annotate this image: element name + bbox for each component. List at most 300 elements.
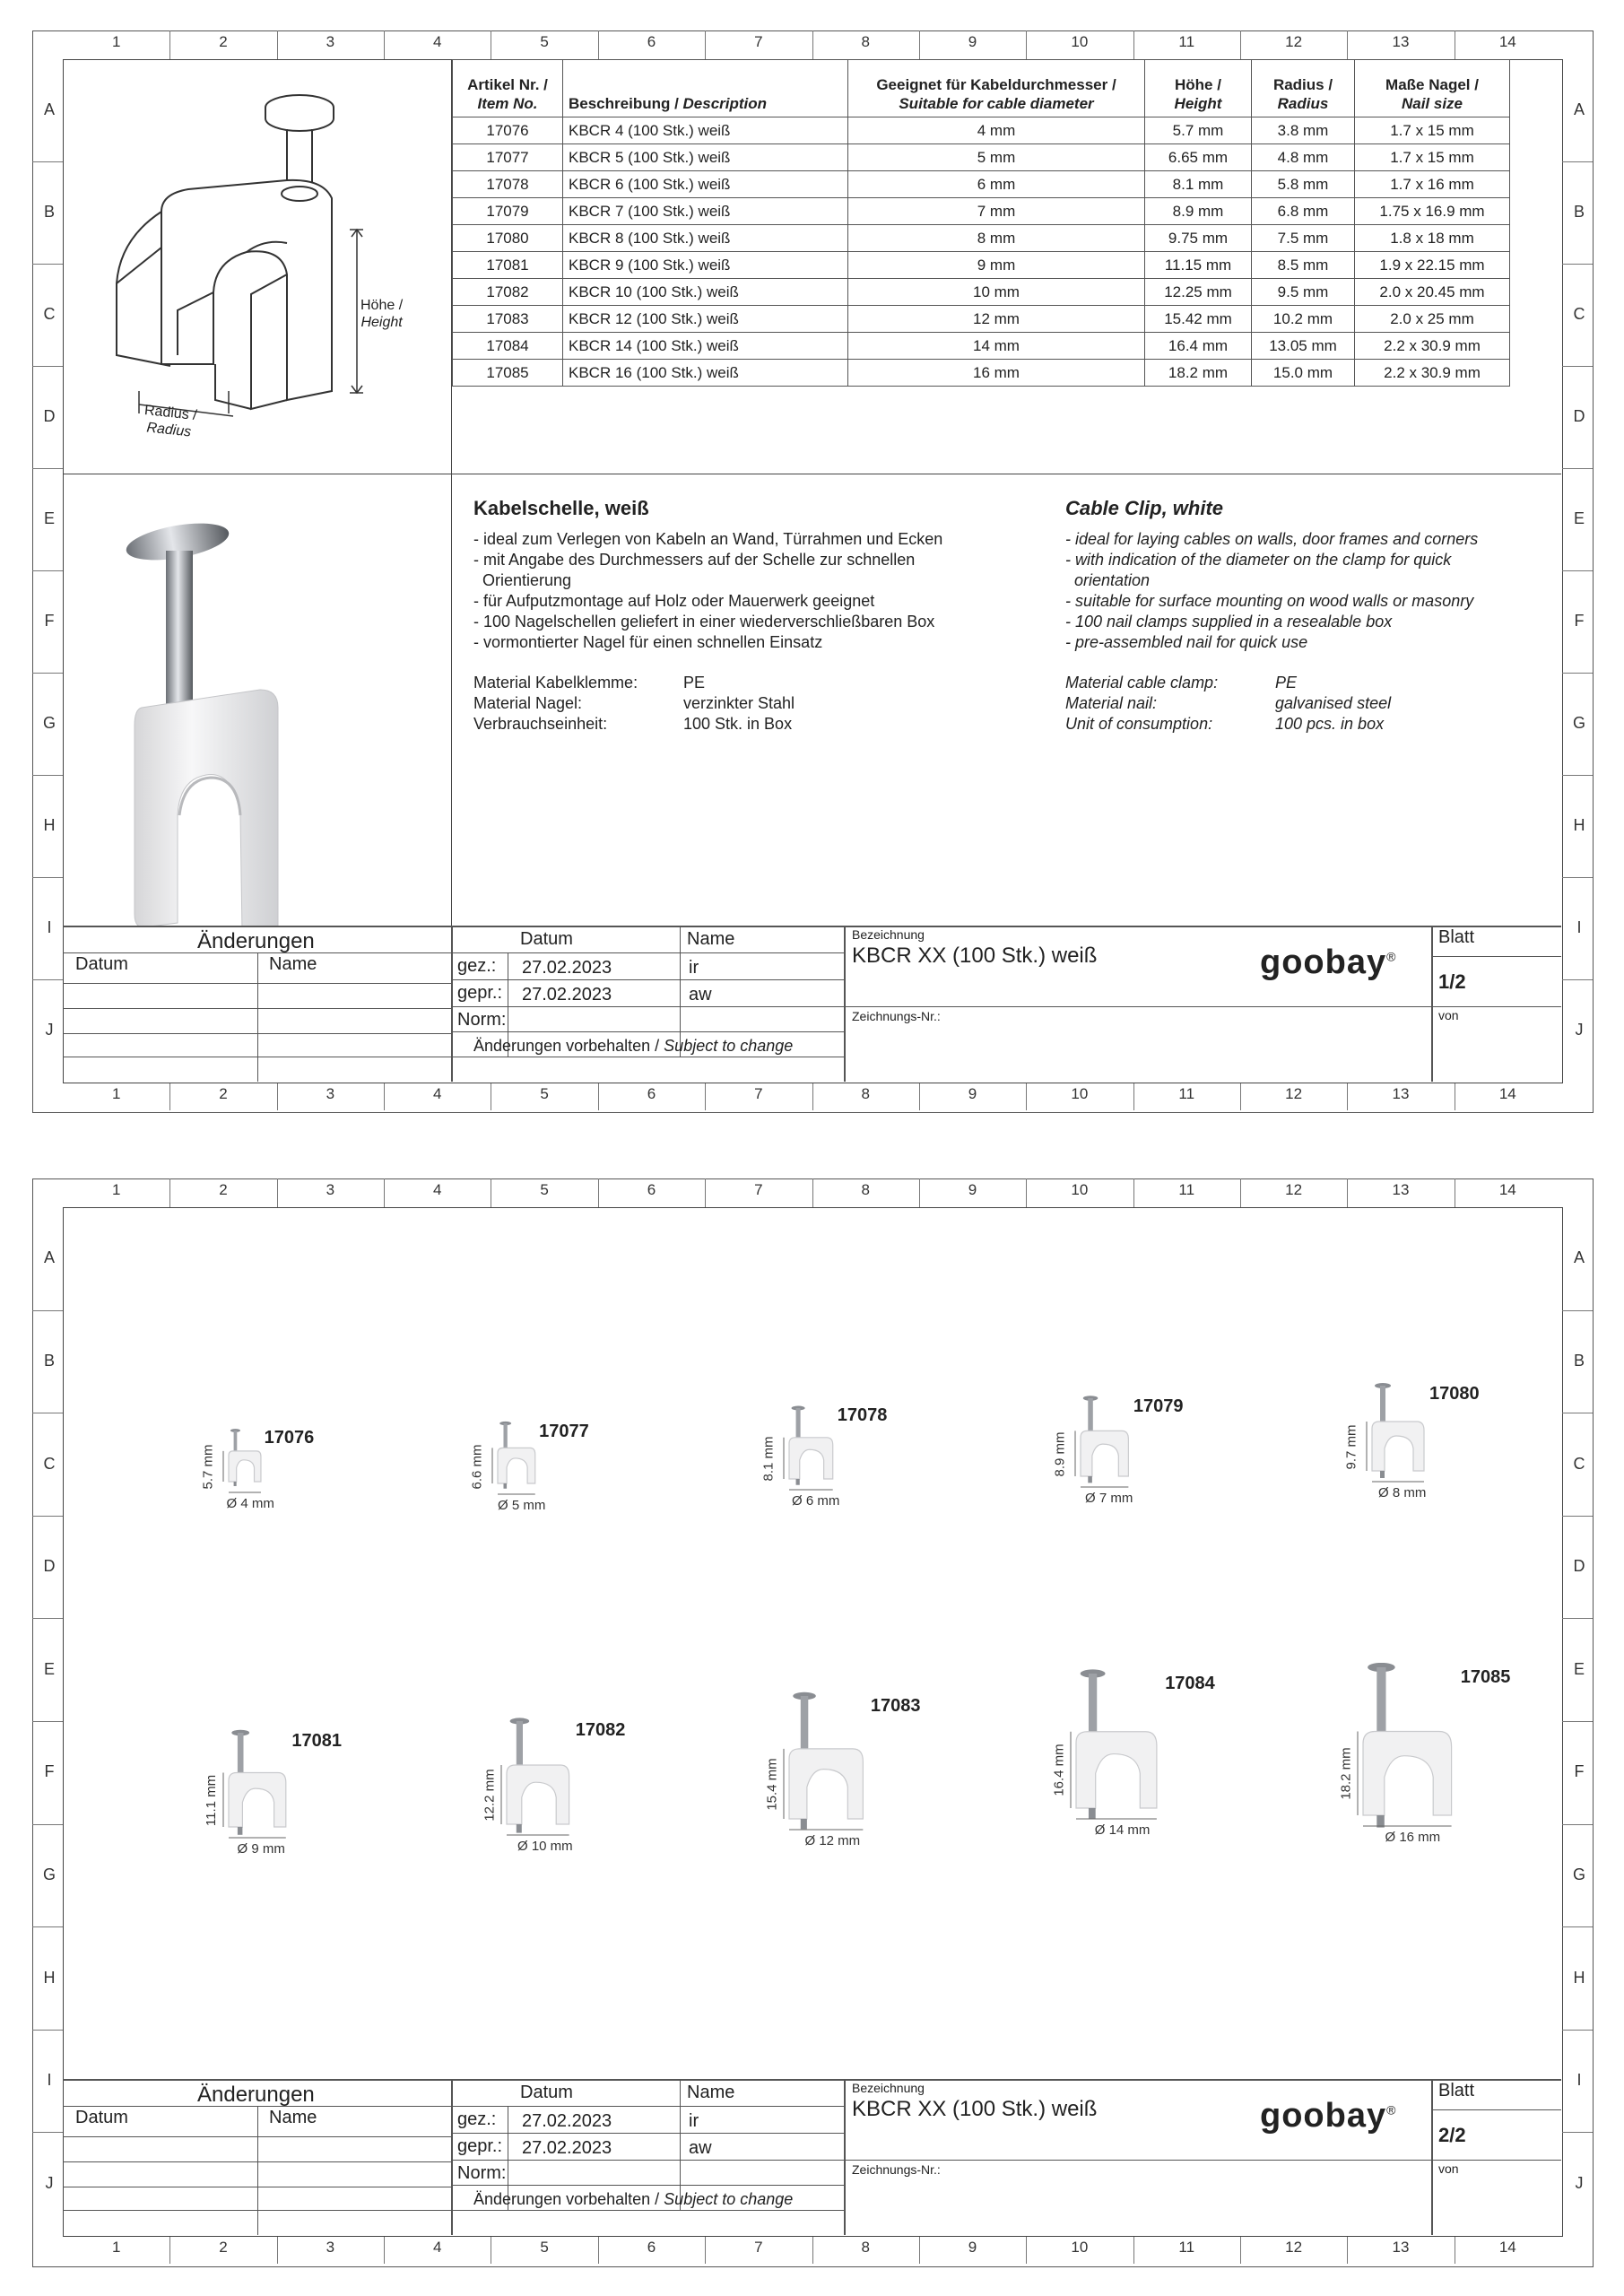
row-marker: J bbox=[1575, 1021, 1584, 1039]
row-tick bbox=[1562, 366, 1593, 367]
column-marker: 12 bbox=[1285, 1085, 1303, 1102]
row-marker: G bbox=[1572, 1865, 1585, 1883]
brand-name: goobay bbox=[1260, 944, 1387, 981]
row-marker: D bbox=[1573, 407, 1585, 425]
column-marker: 2 bbox=[219, 1181, 228, 1198]
cell-height: 11.15 mm bbox=[1145, 252, 1252, 279]
radius-label: Radius / Radius bbox=[143, 403, 198, 440]
clip-image bbox=[1318, 1381, 1498, 1570]
col-nail: Maße Nagel / Nail size bbox=[1355, 60, 1510, 117]
cell-item: 17076 bbox=[453, 117, 563, 144]
column-marker: 3 bbox=[326, 2239, 335, 2256]
nail-tip bbox=[1088, 1476, 1092, 1483]
nail-shaft bbox=[1376, 1667, 1385, 1736]
subject-to-change bbox=[473, 1037, 793, 1056]
column-marker: 5 bbox=[540, 2239, 549, 2256]
nail-shaft bbox=[801, 1696, 809, 1753]
cell-item: 17078 bbox=[453, 171, 563, 198]
spec-value: PE bbox=[1275, 674, 1298, 691]
spec-key: Material Nagel: bbox=[473, 694, 583, 712]
nail-shaft bbox=[1088, 1398, 1093, 1435]
title-block-line bbox=[451, 2210, 844, 2211]
column-marker: 9 bbox=[968, 2239, 977, 2256]
column-marker: 5 bbox=[540, 1085, 549, 1102]
column-tick bbox=[169, 1178, 170, 1207]
column-marker: 9 bbox=[968, 33, 977, 50]
column-tick bbox=[919, 1178, 920, 1207]
clip-item-number: 17079 bbox=[1133, 1396, 1184, 1417]
cell-radius: 15.0 mm bbox=[1252, 360, 1355, 387]
subject-de: Änderungen vorbehalten / bbox=[473, 2190, 664, 2208]
row-marker: I bbox=[1576, 2071, 1582, 2090]
spec-row bbox=[473, 693, 1029, 714]
col-cable: Geeignet für Kabeldurchmesser / Suitable for cable diameter bbox=[848, 60, 1145, 117]
brand-name: goobay bbox=[1260, 2097, 1387, 2135]
feature-item: - 100 nail clamps supplied in a resealable box bbox=[1065, 613, 1393, 631]
von-label: von bbox=[1438, 1008, 1459, 1022]
cell-radius: 4.8 mm bbox=[1252, 144, 1355, 171]
datum-label: Datum bbox=[520, 929, 573, 949]
column-marker: 8 bbox=[861, 33, 870, 50]
column-tick bbox=[1347, 30, 1348, 59]
cell-height: 6.65 mm bbox=[1145, 144, 1252, 171]
cell-nail: 1.7 x 15 mm bbox=[1355, 117, 1510, 144]
column-marker: 7 bbox=[754, 1181, 763, 1198]
spec-key: Material Kabelklemme: bbox=[473, 674, 638, 691]
title-block-line bbox=[451, 1006, 844, 1007]
title-block-line bbox=[844, 2160, 1561, 2161]
cell-nail: 2.0 x 20.45 mm bbox=[1355, 279, 1510, 306]
title-block-line bbox=[451, 2079, 453, 2235]
blatt-label: Blatt bbox=[1438, 2081, 1475, 2100]
row-tick bbox=[1562, 877, 1593, 878]
column-marker: 6 bbox=[647, 1085, 656, 1102]
cell-height: 8.9 mm bbox=[1145, 198, 1252, 225]
column-marker: 4 bbox=[433, 33, 442, 50]
column-tick bbox=[384, 1083, 385, 1110]
column-tick bbox=[384, 30, 385, 59]
row-tick bbox=[32, 1926, 63, 1927]
spec-row bbox=[473, 714, 1029, 735]
sheet-number: 2/2 bbox=[1438, 2124, 1466, 2146]
description-de bbox=[473, 497, 1029, 735]
cell-desc: KBCR 10 (100 Stk.) weiß bbox=[563, 279, 848, 306]
table-row bbox=[453, 225, 1510, 252]
cell-item: 17080 bbox=[453, 225, 563, 252]
nail-tip bbox=[796, 1479, 800, 1485]
clip-figure bbox=[1318, 1381, 1498, 1570]
clip-diameter-label: Ø 5 mm bbox=[498, 1498, 546, 1514]
table-row bbox=[453, 360, 1510, 387]
clip-item-number: 17081 bbox=[291, 1731, 343, 1752]
title-block-line bbox=[257, 952, 258, 1082]
row-marker: E bbox=[43, 509, 55, 527]
cell-height: 5.7 mm bbox=[1145, 117, 1252, 144]
cell-height: 15.42 mm bbox=[1145, 306, 1252, 333]
column-marker: 11 bbox=[1178, 1085, 1195, 1102]
registered-mark: ® bbox=[1386, 949, 1397, 964]
cell-nail: 1.75 x 16.9 mm bbox=[1355, 198, 1510, 225]
title-block-line bbox=[63, 926, 1561, 927]
row-marker: A bbox=[1573, 1248, 1585, 1267]
cell-item: 17083 bbox=[453, 306, 563, 333]
clip-item-number: 17084 bbox=[1165, 1673, 1215, 1693]
spec-key: Material nail: bbox=[1065, 694, 1158, 712]
cell-desc: KBCR 5 (100 Stk.) weiß bbox=[563, 144, 848, 171]
clip-figure bbox=[444, 1419, 623, 1564]
column-marker: 14 bbox=[1498, 2239, 1516, 2256]
column-marker: 11 bbox=[1178, 1181, 1195, 1198]
table-row bbox=[453, 198, 1510, 225]
row-marker: J bbox=[1575, 2173, 1584, 2192]
nail-tip bbox=[1089, 1808, 1096, 1819]
feature-item: - ideal zum Verlegen von Kabeln an Wand, Türrahmen und Ecken bbox=[473, 530, 943, 548]
clip-body bbox=[1372, 1422, 1424, 1471]
clip-height-label: 8.9 mm bbox=[1052, 1431, 1068, 1477]
column-marker: 6 bbox=[647, 2239, 656, 2256]
row-marker: D bbox=[43, 407, 56, 425]
cell-nail: 1.8 x 18 mm bbox=[1355, 225, 1510, 252]
clip-diameter-label: Ø 9 mm bbox=[237, 1841, 285, 1857]
feature-item: - suitable for surface mounting on wood walls or masonry bbox=[1065, 592, 1474, 610]
clip-item-number: 17085 bbox=[1460, 1667, 1511, 1688]
spec-row bbox=[473, 673, 1029, 693]
cell-radius: 13.05 mm bbox=[1252, 333, 1355, 360]
title-en: Cable Clip, white bbox=[1065, 497, 1224, 519]
column-tick bbox=[384, 2237, 385, 2264]
technical-drawing-panel bbox=[63, 59, 452, 474]
column-marker: 7 bbox=[754, 1085, 763, 1102]
column-marker: 5 bbox=[540, 1181, 549, 1198]
row-tick bbox=[32, 1516, 63, 1517]
registered-mark: ® bbox=[1386, 2102, 1397, 2118]
column-marker: 4 bbox=[433, 2239, 442, 2256]
cell-item: 17082 bbox=[453, 279, 563, 306]
column-marker: 2 bbox=[219, 33, 228, 50]
gepr-label: gepr.: bbox=[457, 983, 503, 1003]
column-marker: 13 bbox=[1392, 2239, 1410, 2256]
clip-diameter-label: Ø 6 mm bbox=[792, 1492, 840, 1509]
column-tick bbox=[1240, 1083, 1241, 1110]
row-marker: A bbox=[43, 100, 55, 118]
row-tick bbox=[1562, 1618, 1593, 1619]
row-marker: I bbox=[47, 2071, 52, 2090]
column-marker: 5 bbox=[540, 33, 549, 50]
clip-height-label: 5.7 mm bbox=[200, 1444, 216, 1490]
column-tick bbox=[812, 30, 813, 59]
blatt-label: Blatt bbox=[1438, 927, 1475, 947]
column-marker: 1 bbox=[111, 1181, 121, 1198]
table-row bbox=[453, 252, 1510, 279]
name-label: Name bbox=[269, 954, 317, 974]
column-tick bbox=[598, 1178, 599, 1207]
cell-item: 17077 bbox=[453, 144, 563, 171]
bezeichnung-label: Bezeichnung bbox=[852, 927, 925, 942]
column-tick bbox=[598, 30, 599, 59]
row-tick bbox=[1562, 1310, 1593, 1311]
clip-figure bbox=[735, 1404, 915, 1568]
specs-en bbox=[1065, 673, 1550, 735]
col-desc: Beschreibung / Description bbox=[563, 60, 848, 117]
clip-item-number: 17078 bbox=[837, 1405, 888, 1426]
sheet-number: 1/2 bbox=[1438, 970, 1466, 993]
row-marker: F bbox=[44, 1762, 55, 1781]
clip-body bbox=[1363, 1732, 1452, 1816]
row-tick bbox=[32, 775, 63, 776]
table-row bbox=[453, 144, 1510, 171]
column-marker: 14 bbox=[1498, 1181, 1516, 1198]
clip-figure bbox=[1022, 1669, 1215, 1942]
clip-image bbox=[175, 1728, 354, 1932]
row-tick bbox=[1562, 1721, 1593, 1722]
cell-cable: 16 mm bbox=[848, 360, 1145, 387]
row-marker: A bbox=[1573, 100, 1585, 118]
goobay-logo bbox=[1260, 944, 1396, 982]
column-marker: 10 bbox=[1071, 1085, 1089, 1102]
row-marker: D bbox=[1573, 1557, 1585, 1576]
cell-nail: 2.2 x 30.9 mm bbox=[1355, 333, 1510, 360]
name-label: Name bbox=[687, 2083, 735, 2102]
title-block-line bbox=[844, 2079, 846, 2235]
column-marker: 1 bbox=[111, 33, 121, 50]
row-marker: I bbox=[47, 918, 52, 936]
title-block-line bbox=[451, 2185, 844, 2186]
column-marker: 11 bbox=[1178, 33, 1195, 50]
column-tick bbox=[1133, 30, 1134, 59]
feature-item: - für Aufputzmontage auf Holz oder Mauerwerk geeignet bbox=[473, 592, 875, 610]
changes-label: Änderungen bbox=[197, 2083, 315, 2107]
nail-shaft bbox=[238, 1733, 244, 1778]
spec-key: Material cable clamp: bbox=[1065, 674, 1219, 691]
column-tick bbox=[1026, 1178, 1027, 1207]
title-block-line bbox=[63, 2079, 1561, 2081]
title-block-line bbox=[844, 1006, 1561, 1007]
cell-radius: 7.5 mm bbox=[1252, 225, 1355, 252]
column-tick bbox=[277, 2237, 278, 2264]
clip-diameter-label: Ø 8 mm bbox=[1378, 1485, 1427, 1500]
feature-item: - vormontierter Nagel für einen schnellen Einsatz bbox=[473, 633, 823, 651]
row-tick bbox=[1562, 979, 1593, 980]
column-tick bbox=[384, 1178, 385, 1207]
title-block-line bbox=[451, 2160, 844, 2161]
clip-item-number: 17083 bbox=[870, 1695, 921, 1716]
row-marker: B bbox=[43, 1351, 55, 1370]
nail-shaft bbox=[1089, 1674, 1097, 1736]
row-marker: H bbox=[43, 816, 56, 834]
row-marker: A bbox=[43, 1248, 55, 1267]
column-tick bbox=[1026, 30, 1027, 59]
column-marker: 1 bbox=[111, 2239, 121, 2256]
column-tick bbox=[1133, 1083, 1134, 1110]
changes-label: Änderungen bbox=[197, 929, 315, 953]
cell-cable: 12 mm bbox=[848, 306, 1145, 333]
cell-cable: 7 mm bbox=[848, 198, 1145, 225]
feature-item: - pre-assembled nail for quick use bbox=[1065, 633, 1308, 651]
column-marker: 8 bbox=[861, 1181, 870, 1198]
cell-desc: KBCR 9 (100 Stk.) weiß bbox=[563, 252, 848, 279]
row-tick bbox=[32, 570, 63, 571]
clip-image bbox=[453, 1717, 632, 1935]
row-tick bbox=[1562, 1926, 1593, 1927]
subject-de: Änderungen vorbehalten / bbox=[473, 1037, 664, 1055]
row-marker: I bbox=[1576, 918, 1582, 936]
clip-image bbox=[1027, 1394, 1206, 1570]
clip-body bbox=[507, 1765, 569, 1824]
spec-value: galvanised steel bbox=[1275, 694, 1392, 712]
column-tick bbox=[277, 30, 278, 59]
row-marker: G bbox=[42, 1865, 56, 1883]
gez-label: gez.: bbox=[457, 956, 497, 976]
column-marker: 10 bbox=[1071, 33, 1089, 50]
goobay-logo bbox=[1260, 2097, 1396, 2135]
specs-de bbox=[473, 673, 1029, 735]
cell-cable: 8 mm bbox=[848, 225, 1145, 252]
column-marker: 13 bbox=[1392, 1181, 1410, 1198]
cell-nail: 1.7 x 16 mm bbox=[1355, 171, 1510, 198]
clip-image bbox=[444, 1419, 623, 1564]
bezeichnung-value: KBCR XX (100 Stk.) weiß bbox=[852, 944, 1098, 968]
column-tick bbox=[1026, 1083, 1027, 1110]
column-marker: 12 bbox=[1285, 2239, 1303, 2256]
norm-label: Norm: bbox=[457, 1010, 507, 1030]
cell-desc: KBCR 7 (100 Stk.) weiß bbox=[563, 198, 848, 225]
title-de: Kabelschelle, weiß bbox=[473, 497, 649, 519]
clip-item-number: 17080 bbox=[1429, 1384, 1480, 1404]
clip-diameter-label: Ø 16 mm bbox=[1385, 1830, 1441, 1845]
row-tick bbox=[1562, 161, 1593, 162]
clip-diameter-label: Ø 7 mm bbox=[1085, 1491, 1133, 1507]
product-photo bbox=[63, 474, 451, 926]
clip-diameter-label: Ø 12 mm bbox=[804, 1833, 861, 1849]
row-marker: C bbox=[1573, 305, 1585, 323]
title-block-line bbox=[451, 979, 844, 980]
column-tick bbox=[705, 2237, 706, 2264]
table-row bbox=[453, 333, 1510, 360]
features-de bbox=[473, 529, 1029, 653]
description-en bbox=[1065, 497, 1550, 735]
column-marker: 11 bbox=[1178, 2239, 1195, 2256]
row-tick bbox=[32, 468, 63, 469]
nail-tip bbox=[238, 1827, 243, 1835]
product-photo-panel bbox=[63, 474, 452, 926]
feature-item: orientation bbox=[1065, 571, 1151, 589]
title-block-line bbox=[257, 2106, 258, 2235]
clip-height-label: 6.6 mm bbox=[469, 1444, 485, 1490]
title-block-line bbox=[1431, 956, 1561, 957]
clip-body bbox=[1081, 1431, 1128, 1477]
row-tick bbox=[32, 366, 63, 367]
clip-figure bbox=[453, 1717, 632, 1935]
clip-body bbox=[229, 1773, 286, 1828]
row-tick bbox=[1562, 775, 1593, 776]
spec-table-body bbox=[453, 117, 1510, 387]
column-marker: 13 bbox=[1392, 1085, 1410, 1102]
clip-item-number: 17077 bbox=[539, 1421, 589, 1441]
spec-key: Verbrauchseinheit: bbox=[473, 715, 608, 733]
features-en bbox=[1065, 529, 1550, 653]
row-marker: G bbox=[42, 714, 56, 732]
nail-tip bbox=[517, 1824, 522, 1833]
zeichnung-label: Zeichnungs-Nr.: bbox=[852, 1009, 941, 1023]
column-marker: 12 bbox=[1285, 33, 1303, 50]
row-tick bbox=[32, 1310, 63, 1311]
row-tick bbox=[1562, 2132, 1593, 2133]
column-marker: 3 bbox=[326, 33, 335, 50]
row-marker: H bbox=[43, 1968, 56, 1987]
col-item: Artikel Nr. / Item No. bbox=[453, 60, 563, 117]
title-block-line bbox=[451, 1031, 844, 1032]
nail-tip bbox=[1380, 1471, 1385, 1478]
row-marker: J bbox=[45, 2173, 54, 2192]
nail-tip bbox=[801, 1819, 807, 1829]
cell-item: 17081 bbox=[453, 252, 563, 279]
row-marker: F bbox=[1574, 612, 1585, 630]
norm-label: Norm: bbox=[457, 2163, 507, 2183]
cell-height: 12.25 mm bbox=[1145, 279, 1252, 306]
cell-cable: 10 mm bbox=[848, 279, 1145, 306]
cell-height: 9.75 mm bbox=[1145, 225, 1252, 252]
clip-diameter-label: Ø 4 mm bbox=[226, 1496, 274, 1512]
feature-item: Orientierung bbox=[473, 571, 572, 589]
feature-item: - mit Angabe des Durchmessers auf der Schelle zur schnellen bbox=[473, 551, 916, 569]
feature-item: - 100 Nagelschellen geliefert in einer wiederverschließbaren Box bbox=[473, 613, 935, 631]
cell-cable: 14 mm bbox=[848, 333, 1145, 360]
cell-height: 8.1 mm bbox=[1145, 171, 1252, 198]
datum-label: Datum bbox=[75, 2108, 128, 2127]
row-tick bbox=[32, 1618, 63, 1619]
date-gez: 27.02.2023 bbox=[522, 2111, 612, 2131]
title-block-line bbox=[1431, 2079, 1433, 2235]
name-gez: ir bbox=[689, 2111, 699, 2131]
title-block-line bbox=[1431, 2109, 1561, 2110]
spec-table bbox=[452, 59, 1510, 387]
cell-desc: KBCR 12 (100 Stk.) weiß bbox=[563, 306, 848, 333]
clip-height-label: 9.7 mm bbox=[1343, 1423, 1359, 1470]
clip-figure bbox=[1309, 1663, 1511, 1958]
cell-radius: 6.8 mm bbox=[1252, 198, 1355, 225]
von-label: von bbox=[1438, 2161, 1459, 2176]
clip-body bbox=[1076, 1732, 1157, 1808]
clip-height-label: 15.4 mm bbox=[764, 1758, 780, 1812]
column-tick bbox=[1240, 30, 1241, 59]
column-marker: 2 bbox=[219, 1085, 228, 1102]
table-row bbox=[453, 117, 1510, 144]
row-marker: C bbox=[43, 305, 56, 323]
column-tick bbox=[812, 1178, 813, 1207]
clip-item-number: 17076 bbox=[264, 1428, 315, 1448]
datum-label: Datum bbox=[75, 954, 128, 974]
spec-row bbox=[1065, 714, 1550, 735]
clip-body bbox=[498, 1448, 535, 1484]
cell-cable: 9 mm bbox=[848, 252, 1145, 279]
clip-height-label: 16.4 mm bbox=[1051, 1744, 1067, 1797]
spec-value: verzinkter Stahl bbox=[683, 694, 795, 712]
column-marker: 4 bbox=[433, 1181, 442, 1198]
column-marker: 13 bbox=[1392, 33, 1410, 50]
row-tick bbox=[32, 264, 63, 265]
column-tick bbox=[277, 1083, 278, 1110]
row-marker: F bbox=[44, 612, 55, 630]
table-row bbox=[453, 279, 1510, 306]
spec-table-header bbox=[453, 60, 1510, 117]
column-marker: 14 bbox=[1498, 1085, 1516, 1102]
table-row bbox=[453, 171, 1510, 198]
gez-label: gez.: bbox=[457, 2109, 497, 2129]
clip-image bbox=[1309, 1663, 1489, 1958]
cell-desc: KBCR 16 (100 Stk.) weiß bbox=[563, 360, 848, 387]
clip-body bbox=[789, 1749, 863, 1819]
clip-height-label: 12.2 mm bbox=[482, 1769, 498, 1822]
